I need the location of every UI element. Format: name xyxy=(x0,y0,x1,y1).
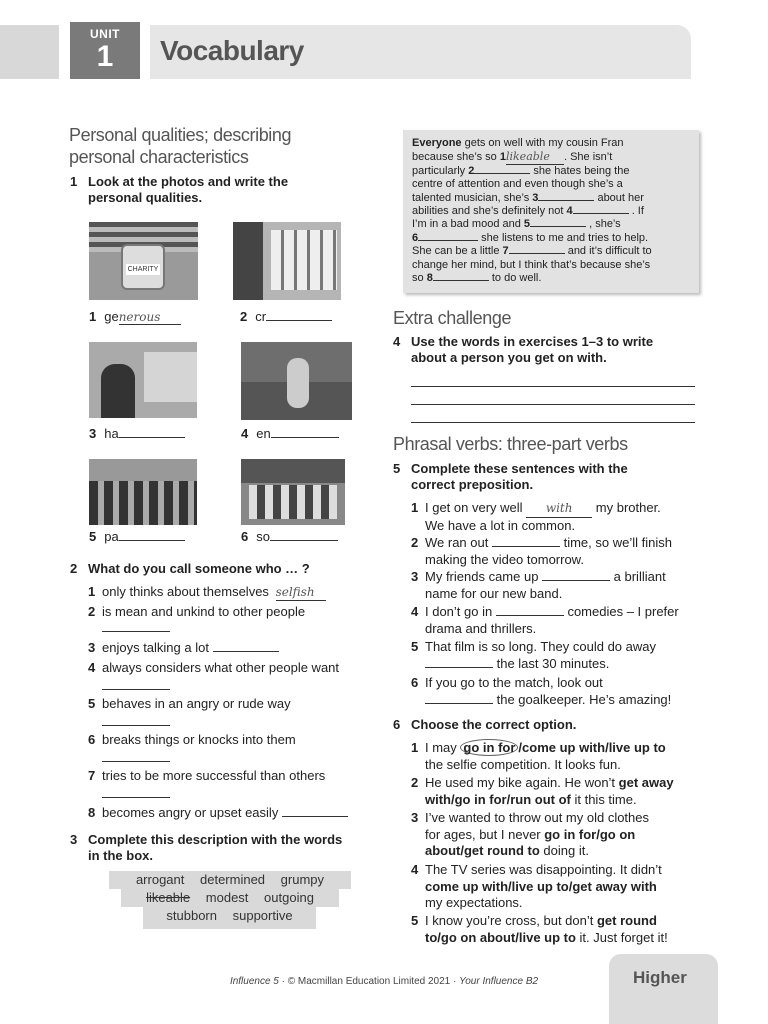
photo-student-studying xyxy=(89,342,197,418)
exercise-2-item-6: 6 breaks things or knocks into them xyxy=(102,732,296,766)
exercise-6-item-4: 4 The TV series was disappointing. It didn’t come up with/live up to/get away with my expectations. xyxy=(411,862,662,910)
photo-label-4: 4 en xyxy=(241,426,339,441)
word-box-row-1: arrogant determined grumpy xyxy=(109,871,351,889)
writing-line-3 xyxy=(411,422,695,423)
exercise-5-item-5: 5 That film is so long. They could do away the last 30 minutes. xyxy=(411,639,656,671)
unit-label: UNIT xyxy=(90,27,120,41)
photo-charity-jar xyxy=(89,222,198,300)
section-title-phrasal-verbs: Phrasal verbs: three-part verbs xyxy=(393,434,628,454)
exercise-5-item-3: 3 My friends came up a brilliant name for our new band. xyxy=(411,569,666,601)
jar-label: CHARITY xyxy=(127,266,159,273)
section-title-extra-challenge: Extra challenge xyxy=(393,308,512,328)
exercise-2-item-4: 4 always considers what other people want xyxy=(102,660,339,694)
exercise-2-item-2: 2 is mean and unkind to other people xyxy=(102,604,305,636)
exercise-5-item-4: 4 I don’t go in comedies – I prefer drama and thrillers. xyxy=(411,604,679,636)
footer-credit: Influence 5 · © Macmillan Education Limited 2021 · Your Influence B2 xyxy=(229,976,539,987)
exercise-5-item-2: 2 We ran out time, so we’ll finish making the video tomorrow. xyxy=(411,535,672,567)
exercise-2-item-5: 5 behaves in an angry or rude way xyxy=(102,696,291,730)
section-title-personal-qualities: Personal qualities; describing personal characteristics xyxy=(69,125,292,167)
unit-badge xyxy=(70,22,140,79)
exercise-6-item-5: 5 I know you’re cross, but don’t get round to/go on about/live up to it. Just forget it! xyxy=(411,913,668,945)
exercise-6-item-1: 1 I may go in for /come up with/live up to the selfie competition. It looks fun. xyxy=(411,740,666,772)
exercise-2-item-3: 3 enjoys talking a lot xyxy=(102,640,279,656)
header-side-tab xyxy=(0,25,59,79)
exercise-2-item-7: 7 tries to be more successful than others xyxy=(102,768,325,802)
description-text-box: Everyone gets on well with my cousin Fran because she’s so 1likeable . She isn’t particularly 2 she hates being the centre of attention and even though she’s a talented musician, she’s 3 about her abilities and she’s definitely not 4 . If I’m in a bad mood and 5 , she’s 6 she listens to me and tries to help. She can be a little 7 and it’s difficult to change her mind, but I think that’s because she’s so 8 to do well. xyxy=(403,130,699,293)
photo-label-6: 6 so xyxy=(241,529,338,544)
exercise-6-item-2: 2 He used my bike again. He won’t get away with/go in for/run out of it this time. xyxy=(411,775,674,807)
exercise-1-instruction: 1 Look at the photos and write the personal qualities. xyxy=(70,174,289,205)
level-label: Higher xyxy=(633,968,687,987)
word-box-row-2: likeable modest outgoing xyxy=(121,889,339,907)
word-box-row-3: stubborn supportive xyxy=(143,907,316,929)
page-title: Vocabulary xyxy=(160,35,304,66)
exercise-3-instruction: 3 Complete this description with the words in the box. xyxy=(70,832,343,863)
photo-label-2: 2 cr xyxy=(240,309,332,324)
photo-label-5: 5 pa xyxy=(89,529,185,544)
photo-label-1: 1 generous xyxy=(89,309,181,325)
exercise-2-instruction: 2 What do you call someone who … ? xyxy=(70,561,310,576)
exercise-5-item-1: 1 I get on very well with my brother. We have a lot in common. xyxy=(411,500,661,533)
writing-line-2 xyxy=(411,404,695,405)
unit-number: 1 xyxy=(96,40,114,73)
level-tab xyxy=(609,954,718,1024)
exercise-2-item-1: 1 only thinks about themselves selfish xyxy=(102,584,326,601)
exercise-4-instruction: 4 Use the words in exercises 1–3 to write about a person you get on with. xyxy=(393,334,654,365)
exercise-2-item-8: 8 becomes angry or upset easily xyxy=(102,805,348,821)
photo-friends-group xyxy=(241,459,345,525)
photo-dancer xyxy=(241,342,352,420)
title-bar xyxy=(150,25,691,79)
writing-line-1 xyxy=(411,386,695,387)
photo-painting xyxy=(233,222,341,300)
exercise-5-item-6: 6 If you go to the match, look out the goalkeeper. He’s amazing! xyxy=(411,675,672,707)
exercise-6-item-3: 3 I’ve wanted to throw out my old clothes for ages, but I never go in for/go on about/get round to doing it. xyxy=(411,810,650,858)
exercise-5-instruction: 5 Complete these sentences with the correct preposition. xyxy=(393,461,628,492)
photo-label-3: 3 ha xyxy=(89,426,185,441)
photo-queue xyxy=(89,459,197,525)
exercise-6-instruction: 6 Choose the correct option. xyxy=(393,717,577,732)
